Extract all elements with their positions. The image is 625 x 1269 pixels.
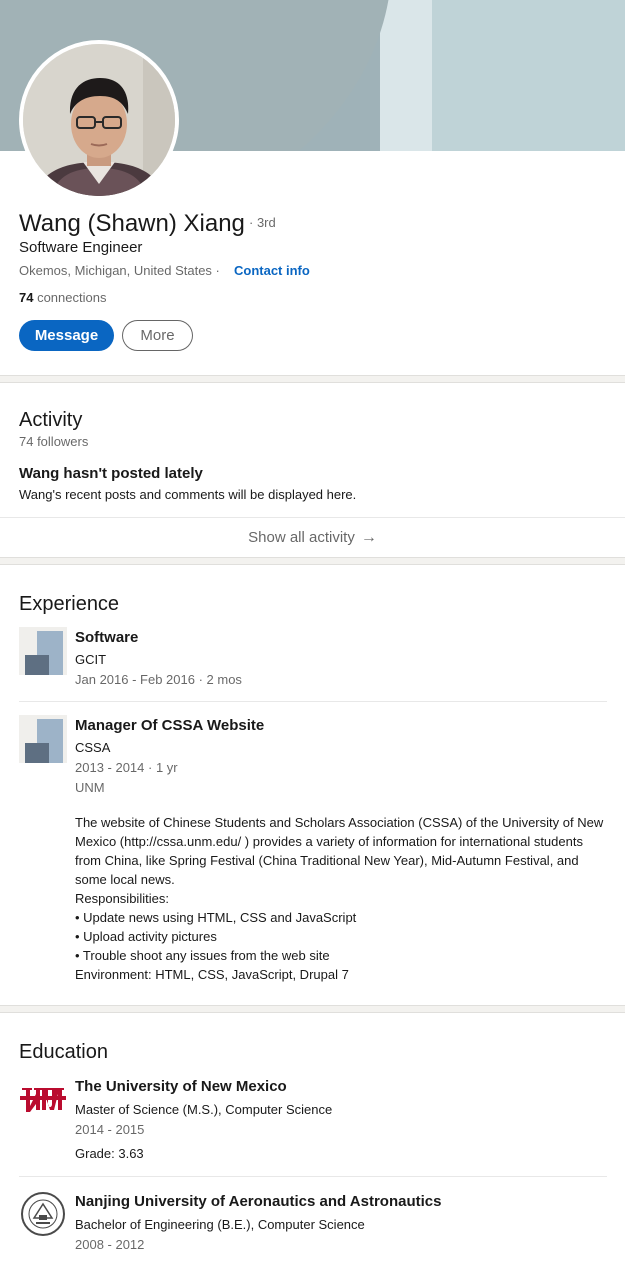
education-item-school[interactable]: The University of New Mexico (75, 1078, 287, 1095)
description-line: • Update news using HTML, CSS and JavaScript (75, 910, 357, 925)
arrow-right-icon: → (360, 528, 377, 546)
description-line: Responsibilities: (75, 891, 169, 906)
education-item-grade: Grade: 3.63 (75, 1146, 144, 1161)
section-separator (0, 557, 625, 565)
activity-empty-desc: Wang's recent posts and comments will be displayed here. (19, 487, 357, 502)
description-line: • Upload activity pictures (75, 929, 217, 944)
nuaa-logo-icon[interactable] (19, 1190, 67, 1238)
item-divider (19, 1176, 607, 1177)
person-photo-icon (23, 44, 175, 196)
followers-count: 74 followers (19, 434, 89, 449)
show-all-activity-button[interactable] (0, 517, 625, 557)
activity-empty-title: Wang hasn't posted lately (19, 465, 203, 482)
profile-name: Wang (Shawn) Xiang (19, 210, 245, 237)
experience-item-title[interactable]: Software (75, 629, 139, 646)
experience-item-dates: 2013 - 2014 · 1 yr (75, 760, 178, 775)
activity-section (0, 383, 625, 557)
company-logo-icon[interactable] (19, 627, 67, 675)
education-item-dates: 2014 - 2015 (75, 1122, 145, 1137)
education-section (0, 1013, 625, 1269)
education-item-school[interactable]: Nanjing University of Aeronautics and Astronautics (75, 1193, 442, 1210)
nuaa-seal-icon (20, 1191, 66, 1237)
education-title: Education (19, 1041, 108, 1063)
show-all-label: Show all activity (248, 529, 355, 546)
education-item-degree: Master of Science (M.S.), Computer Science (75, 1102, 333, 1117)
section-separator (0, 375, 625, 383)
profile-avatar[interactable] (19, 40, 179, 200)
description-line: • Trouble shoot any issues from the web site (75, 948, 330, 963)
education-item-dates: 2008 - 2012 (75, 1237, 145, 1252)
unm-logo-icon[interactable] (19, 1076, 67, 1124)
experience-item-company: CSSA (75, 740, 111, 755)
education-item-degree: Bachelor of Engineering (B.E.), Computer Science (75, 1217, 365, 1232)
unm-monogram-icon (20, 1084, 66, 1116)
experience-item-dates: Jan 2016 - Feb 2016 · 2 mos (75, 672, 242, 687)
activity-title: Activity (19, 409, 83, 431)
cover-shape-right (432, 0, 625, 151)
item-divider (19, 701, 607, 702)
experience-item-location: UNM (75, 780, 105, 795)
connections-number: 74 (19, 290, 34, 305)
connections-count (19, 290, 106, 305)
more-button[interactable]: More (122, 320, 193, 351)
description-line: Environment: HTML, CSS, JavaScript, Drupal 7 (75, 967, 349, 982)
experience-section (0, 565, 625, 1005)
section-separator (0, 1005, 625, 1013)
avatar-photo (23, 44, 175, 196)
connection-degree: · 3rd (249, 215, 276, 230)
experience-item-title[interactable]: Manager Of CSSA Website (75, 717, 265, 734)
message-button[interactable]: Message (19, 320, 114, 351)
profile-headline: Software Engineer (19, 239, 143, 256)
contact-info-link[interactable]: Contact info (234, 263, 310, 278)
profile-location: Okemos, Michigan, United States · (19, 263, 220, 278)
description-paragraph: The website of Chinese Students and Scholars Association (CSSA) of the University of New Mexico (http://cssa.unm.edu/ ) provides a variety of information for international students from China, like Spring Festival (China Traditional New Year), Mid-Autumn Festival, and some local news. (75, 815, 604, 887)
experience-title: Experience (19, 593, 120, 615)
company-logo-icon[interactable] (19, 715, 67, 763)
connections-label: connections (33, 290, 107, 305)
experience-item-company: GCIT (75, 652, 107, 667)
experience-item-description (75, 813, 610, 984)
profile-top-card (0, 0, 625, 375)
